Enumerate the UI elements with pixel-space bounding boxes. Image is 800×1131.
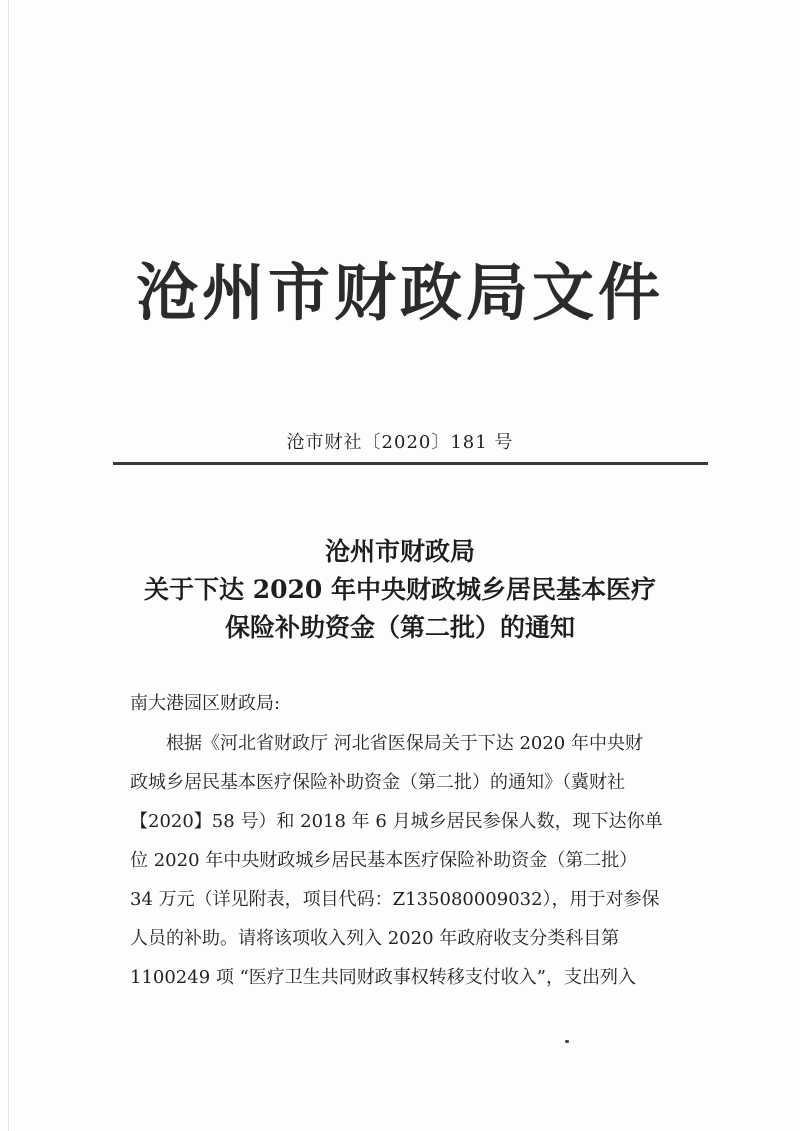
scan-speck xyxy=(565,1040,569,1043)
notice-title-line: 关于下达 2020 年中央财政城乡居民基本医疗 xyxy=(144,575,656,604)
notice-title xyxy=(0,533,800,647)
agency-document-title: 沧州市财政局文件 xyxy=(135,256,664,329)
body-line: 根据《河北省财政厅 河北省医保局关于下达 2020 年中央财 xyxy=(166,733,643,754)
body-line: 【2020】58 号）和 2018 年 6 月城乡居民参保人数，现下达你单 xyxy=(130,811,663,832)
body-line: 人员的补助。请将该项收入列入 2020 年政府收支分类科目第 xyxy=(130,928,620,949)
body-paragraph xyxy=(130,724,710,997)
body-line: 1100249 项 “医疗卫生共同财政事权转移支付收入”，支出列入 xyxy=(130,967,637,988)
body-line: 34 万元（详见附表，项目代码：Z135080009032），用于对参保 xyxy=(130,889,660,910)
salutation: 南大港园区财政局: xyxy=(130,693,281,714)
body-line: 位 2020 年中央财政城乡居民基本医疗保险补助资金（第二批） xyxy=(130,850,638,871)
notice-title-line: 保险补助资金（第二批）的通知 xyxy=(224,613,575,642)
document-number: 沧市财社〔2020〕181 号 xyxy=(286,432,514,453)
header-divider xyxy=(113,462,708,465)
body-line: 政城乡居民基本医疗保险补助资金（第二批）的通知》（冀财社 xyxy=(130,772,625,793)
notice-title-line: 沧州市财政局 xyxy=(324,537,475,566)
